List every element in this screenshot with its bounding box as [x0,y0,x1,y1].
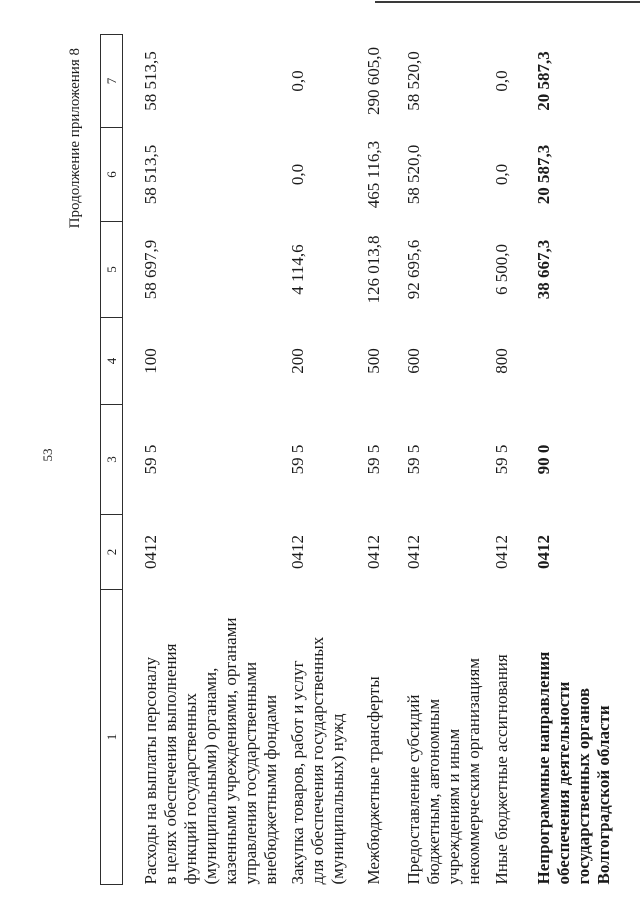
col2-cell: 0412 [288,535,307,569]
col3-cell: 59 5 [288,444,307,475]
column-number: 4 [101,318,123,405]
col6-cell: 58 520,0 [404,144,423,205]
col6-cell: 58 513,5 [141,144,160,205]
table-row [488,35,522,885]
column-number: 7 [101,35,123,128]
row-label-cell: Закупка товаров, работ и услуг для обеспечения государственных (муниципальных) нужд [288,636,347,885]
col2-cell: 0412 [141,535,160,569]
col6-cell: 0,0 [492,163,511,186]
col7-cell: 58 513,5 [141,51,160,111]
table-header [101,35,123,885]
col7-cell: 290 605,0 [364,47,383,115]
col4-cell: 100 [141,348,160,374]
col6-cell: 465 116,3 [364,140,383,209]
table-row-total [522,35,618,885]
column-number: 3 [101,405,123,515]
col4-cell: 600 [404,348,423,374]
page-number: 53 [40,448,55,462]
table-row [123,35,286,885]
col2-cell: 0412 [364,535,383,569]
col5-cell: 92 695,6 [404,239,423,300]
row-label-cell: Непрограммные направления обеспечения деятельности государственных органов Волгоградской области [534,651,613,885]
budget-table [100,34,618,885]
row-label-cell: Расходы на выплаты персоналу в целях обеспечения выполнения функций государственных (муниципальными) органами, казенными учреждениями, органами управления государственными внебюджетными фондами [141,617,280,885]
column-number: 6 [101,128,123,222]
col3-cell: 59 5 [141,444,160,475]
col6-cell: 20 587,3 [534,144,553,205]
col5-cell: 6 500,0 [492,244,511,295]
row-label-cell: Предоставление субсидий бюджетным, автономным учреждениям и иным некоммерческим организациям [404,657,483,885]
column-number-row [101,35,123,885]
col4-cell: 800 [492,348,511,374]
col2-cell: 0412 [534,535,553,569]
row-label-cell: Иные бюджетные ассигнования [492,654,511,885]
table-body [123,35,619,885]
col6-cell: 0,0 [288,163,307,186]
table-row [285,35,356,885]
col7-cell: 0,0 [492,70,511,92]
col3-cell: 90 0 [534,444,553,475]
col3-cell: 59 5 [364,444,383,475]
col7-cell: 20 587,3 [534,51,553,111]
table-row [356,35,394,885]
column-number: 5 [101,222,123,318]
col2-cell: 0412 [404,535,423,569]
col5-cell: 4 114,6 [288,244,307,295]
col7-cell: 0,0 [288,70,307,92]
column-number: 1 [101,590,123,885]
table-row [394,35,488,885]
col5-cell: 38 667,3 [534,239,553,300]
col3-cell: 59 5 [492,444,511,475]
col3-cell: 59 5 [404,444,423,475]
scan-edge-line [375,1,640,3]
row-label-cell: Межбюджетные трансферты [364,676,383,885]
col2-cell: 0412 [492,535,511,569]
col5-cell: 126 013,8 [364,235,383,304]
col4-cell: 200 [288,348,307,374]
rotated-landscape-sheet [30,25,635,885]
col7-cell: 58 520,0 [404,51,423,111]
col5-cell: 58 697,9 [141,239,160,300]
col4-cell-empty [522,318,618,405]
column-number: 2 [101,515,123,590]
appendix-continuation-note: Продолжение приложения 8 [67,48,83,229]
col4-cell: 500 [364,348,383,374]
